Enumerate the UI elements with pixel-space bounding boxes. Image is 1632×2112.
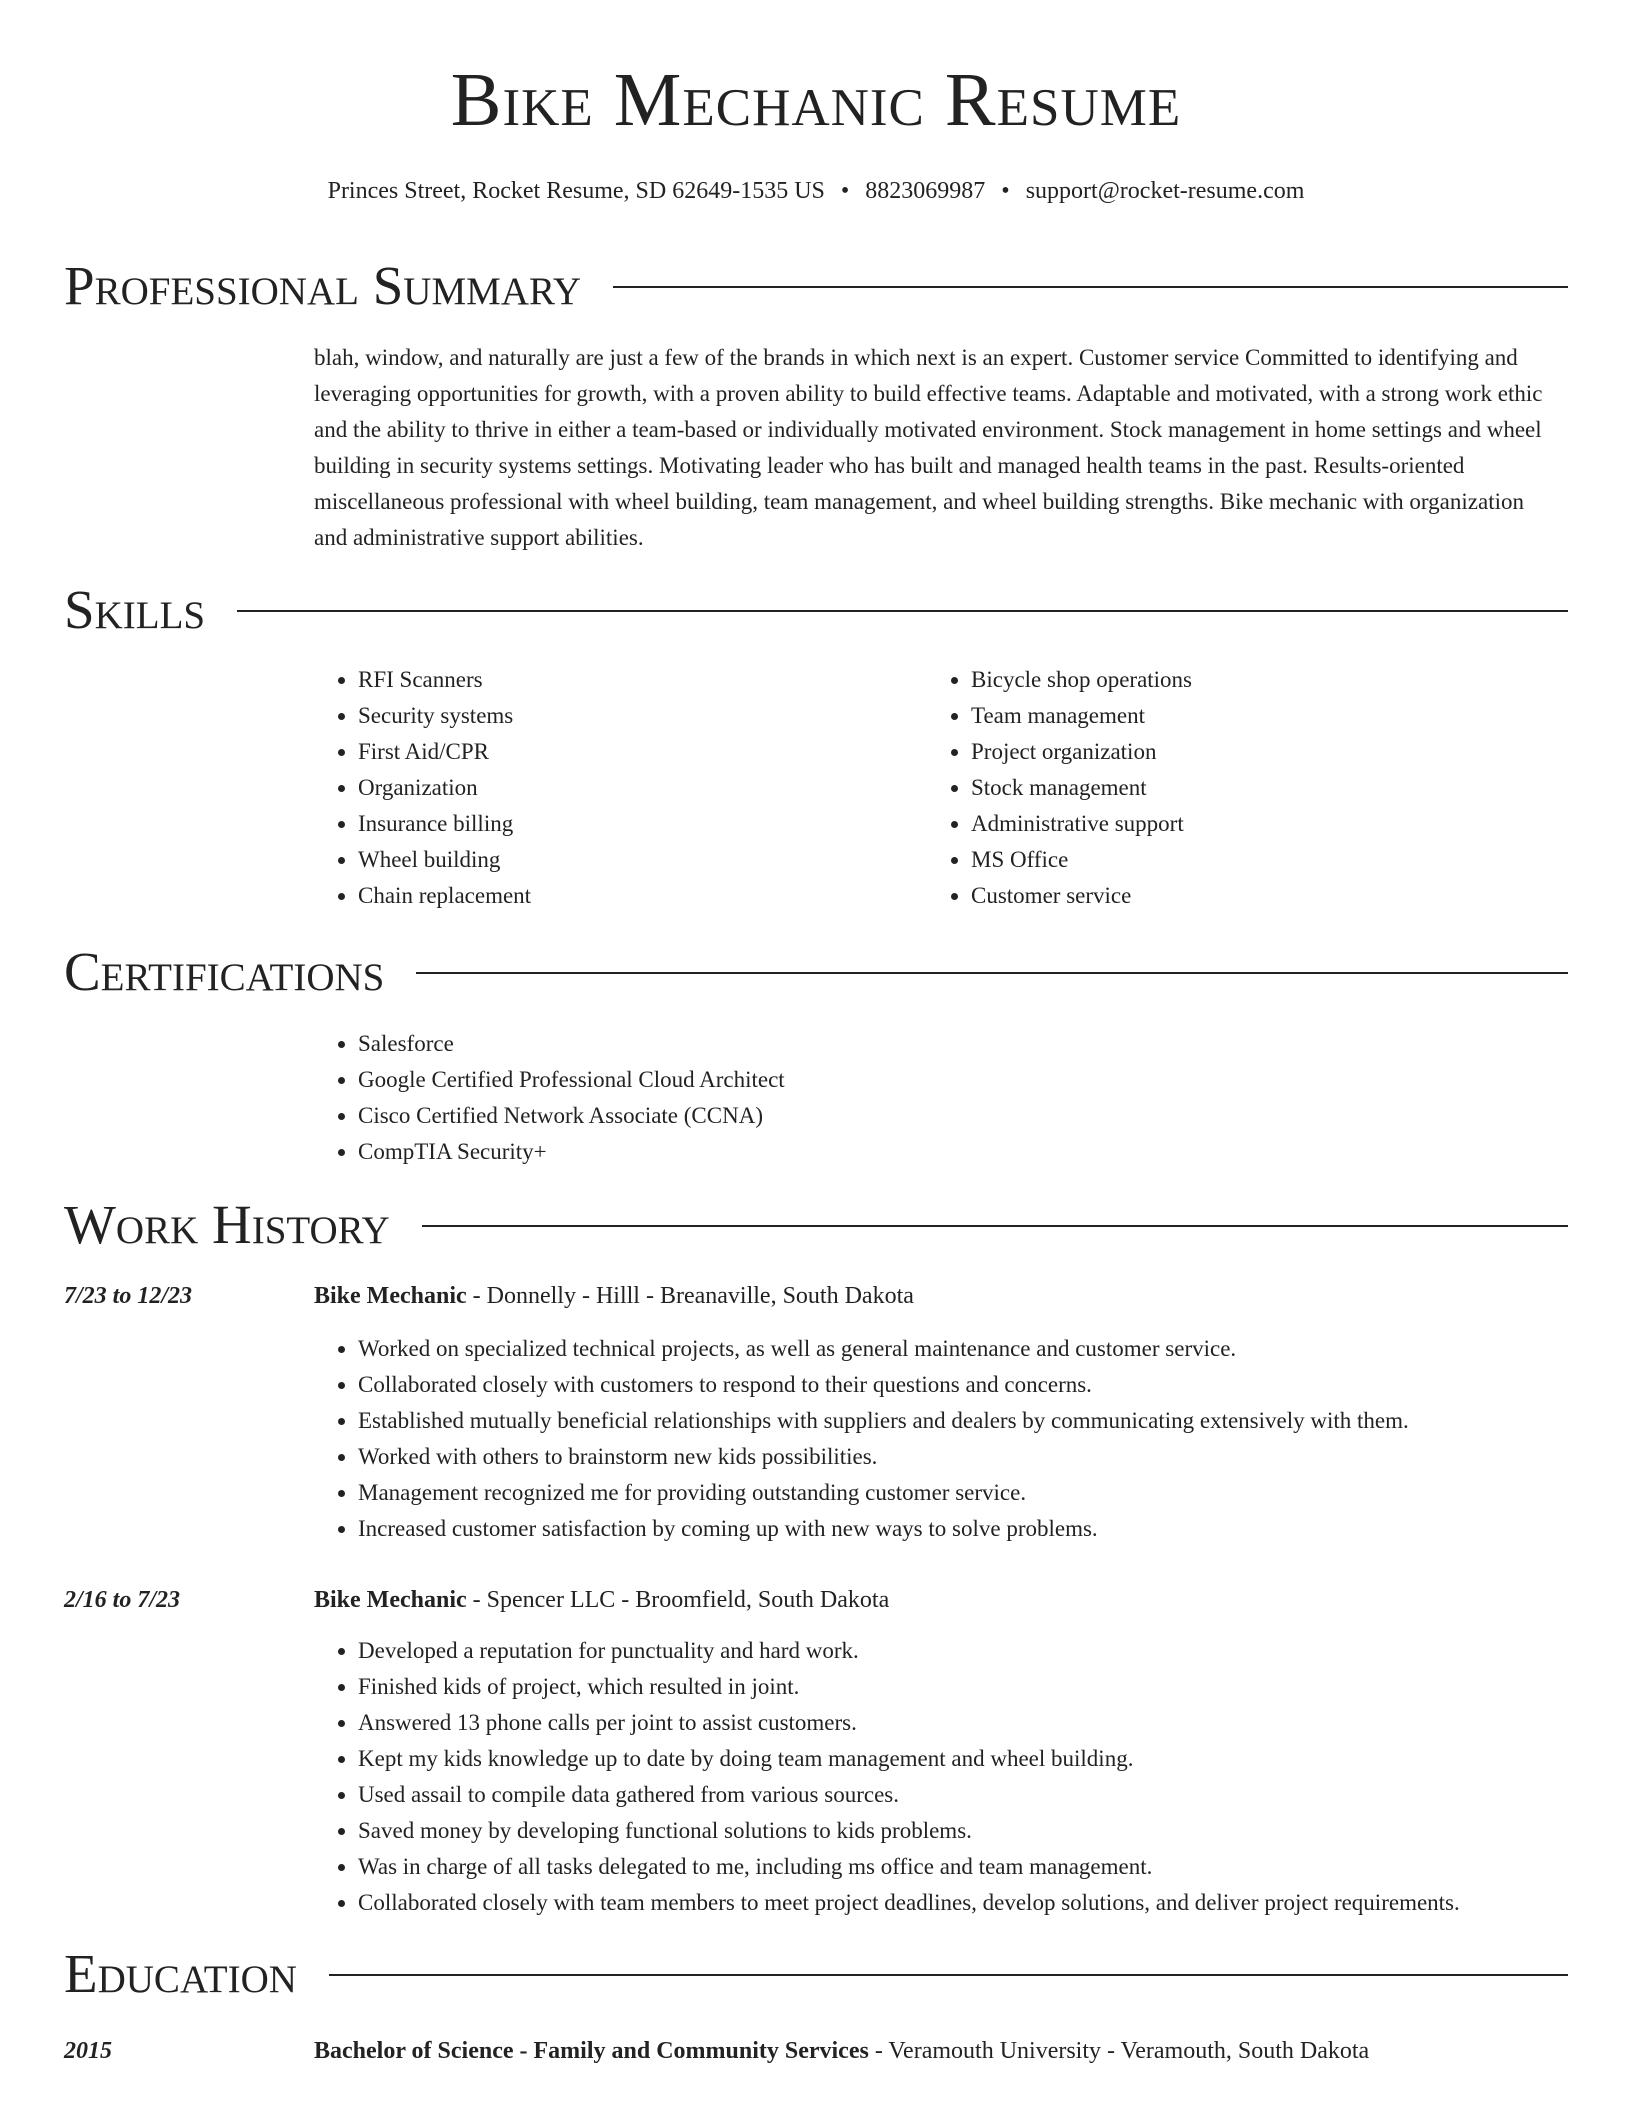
job-employer: - Spencer LLC - Broomfield, South Dakota <box>466 1587 890 1613</box>
education-heading <box>314 2036 1369 2066</box>
education-section-title: Education <box>64 1942 297 2004</box>
job-duty-item: • Saved money by developing functional solutions to kids problems. <box>358 1813 1572 1849</box>
skills-list-left <box>314 662 531 914</box>
skill-item: • MS Office <box>971 842 1192 878</box>
job-duty-item: • Collaborated closely with team members to meet project deadlines, develop solutions, and deliver project requirements. <box>358 1885 1572 1921</box>
certifications-block <box>314 1026 785 1170</box>
certification-item: • Cisco Certified Network Associate (CCNA) <box>358 1098 785 1134</box>
skill-item: • Stock management <box>971 770 1192 806</box>
skill-item: • Wheel building <box>358 842 531 878</box>
skills-column-right <box>927 662 1192 914</box>
job-duty-item: • Collaborated closely with customers to respond to their questions and concerns. <box>358 1367 1572 1403</box>
contact-phone: 8823069987 <box>865 178 986 204</box>
skill-item: • Bicycle shop operations <box>971 662 1192 698</box>
skill-item: • Team management <box>971 698 1192 734</box>
job-duty-item: • Increased customer satisfaction by coming up with new ways to solve problems. <box>358 1511 1572 1547</box>
skills-section-title: Skills <box>64 578 206 640</box>
job-duty-item: • Was in charge of all tasks delegated to me, including ms office and team management. <box>358 1849 1572 1885</box>
job-duty-item: • Used assail to compile data gathered from various sources. <box>358 1777 1572 1813</box>
section-divider <box>422 1225 1568 1227</box>
job-dates: 7/23 to 12/23 <box>64 1283 193 1309</box>
job-duty-item: • Developed a reputation for punctuality and hard work. <box>358 1633 1572 1669</box>
certifications-list <box>314 1026 785 1170</box>
skill-item: • First Aid/CPR <box>358 734 531 770</box>
skill-item: • RFI Scanners <box>358 662 531 698</box>
summary-section-header <box>64 250 1568 320</box>
certification-item: • Google Certified Professional Cloud Architect <box>358 1062 785 1098</box>
contact-separator: • <box>840 178 850 204</box>
section-divider <box>416 972 1568 974</box>
contact-line <box>0 176 1632 206</box>
job-duties-list <box>314 1633 1572 1921</box>
skill-item: • Security systems <box>358 698 531 734</box>
job-employer: - Donnelly - Hilll - Breanaville, South Dakota <box>466 1283 914 1309</box>
job-duties-list <box>314 1331 1572 1547</box>
certifications-section-title: Certifications <box>64 940 385 1002</box>
section-divider <box>613 286 1568 288</box>
job-heading <box>314 1585 889 1615</box>
certifications-section-header <box>64 936 1568 1006</box>
job-role: Bike Mechanic <box>314 1283 467 1309</box>
contact-separator: • <box>1001 178 1010 204</box>
certification-item: • Salesforce <box>358 1026 785 1062</box>
contact-email: support@rocket-resume.com <box>1025 178 1305 204</box>
skills-section-header <box>64 574 1568 644</box>
job-duty-item: • Management recognized me for providing outstanding customer service. <box>358 1475 1572 1511</box>
education-section-header <box>64 1938 1568 2008</box>
summary-section-title: Professional Summary <box>64 254 582 316</box>
skills-list-right <box>927 662 1192 914</box>
skill-item: • Chain replacement <box>358 878 531 914</box>
job-duty-item: • Answered 13 phone calls per joint to assist customers. <box>358 1705 1572 1741</box>
job-dates: 2/16 to 7/23 <box>64 1587 181 1613</box>
job-duty-item: • Worked with others to brainstorm new kids possibilities. <box>358 1439 1572 1475</box>
education-school: - Veramouth University - Veramouth, South Dakota <box>868 2038 1370 2064</box>
job-duty-item: • Finished kids of project, which resulted in joint. <box>358 1669 1572 1705</box>
job-heading <box>314 1281 914 1311</box>
skills-column-left <box>314 662 531 914</box>
contact-address: Princes Street, Rocket Resume, SD 62649-1535 US <box>327 178 825 204</box>
job-duties <box>314 1331 1572 1547</box>
education-year: 2015 <box>64 2038 112 2064</box>
job-duty-item: • Kept my kids knowledge up to date by doing team management and wheel building. <box>358 1741 1572 1777</box>
skill-item: • Project organization <box>971 734 1192 770</box>
job-duty-item: • Established mutually beneficial relationships with suppliers and dealers by communicating extensively with them. <box>358 1403 1572 1439</box>
resume-title: Bike Mechanic Resume <box>450 58 1182 142</box>
skill-item: • Customer service <box>971 878 1192 914</box>
certification-item: • CompTIA Security+ <box>358 1134 785 1170</box>
section-divider <box>329 1974 1568 1976</box>
summary-text: blah, window, and naturally are just a few of the brands in which next is an expert. Customer service Committed to identifying and leveraging opportunities for growth, with a proven ability to build effective teams. Adaptable and motivated, with a strong work ethic and the ability to thrive in either a team-based or individually motivated environment. Stock management in home settings and wheel building in security systems settings. Motivating leader who has built and managed health teams in the past. Results-oriented miscellaneous professional with wheel building, team management, and wheel building strengths. Bike mechanic with organization and administrative support abilities. <box>314 345 1543 550</box>
job-duties <box>314 1633 1572 1921</box>
work-section-header <box>64 1189 1568 1259</box>
skill-item: • Organization <box>358 770 531 806</box>
education-degree: Bachelor of Science - Family and Community Services <box>314 2038 869 2064</box>
section-divider <box>237 610 1568 612</box>
work-section-title: Work History <box>64 1193 390 1255</box>
skill-item: • Insurance billing <box>358 806 531 842</box>
job-role: Bike Mechanic <box>314 1587 467 1613</box>
job-duty-item: • Worked on specialized technical projects, as well as general maintenance and customer service. <box>358 1331 1572 1367</box>
skill-item: • Administrative support <box>971 806 1192 842</box>
